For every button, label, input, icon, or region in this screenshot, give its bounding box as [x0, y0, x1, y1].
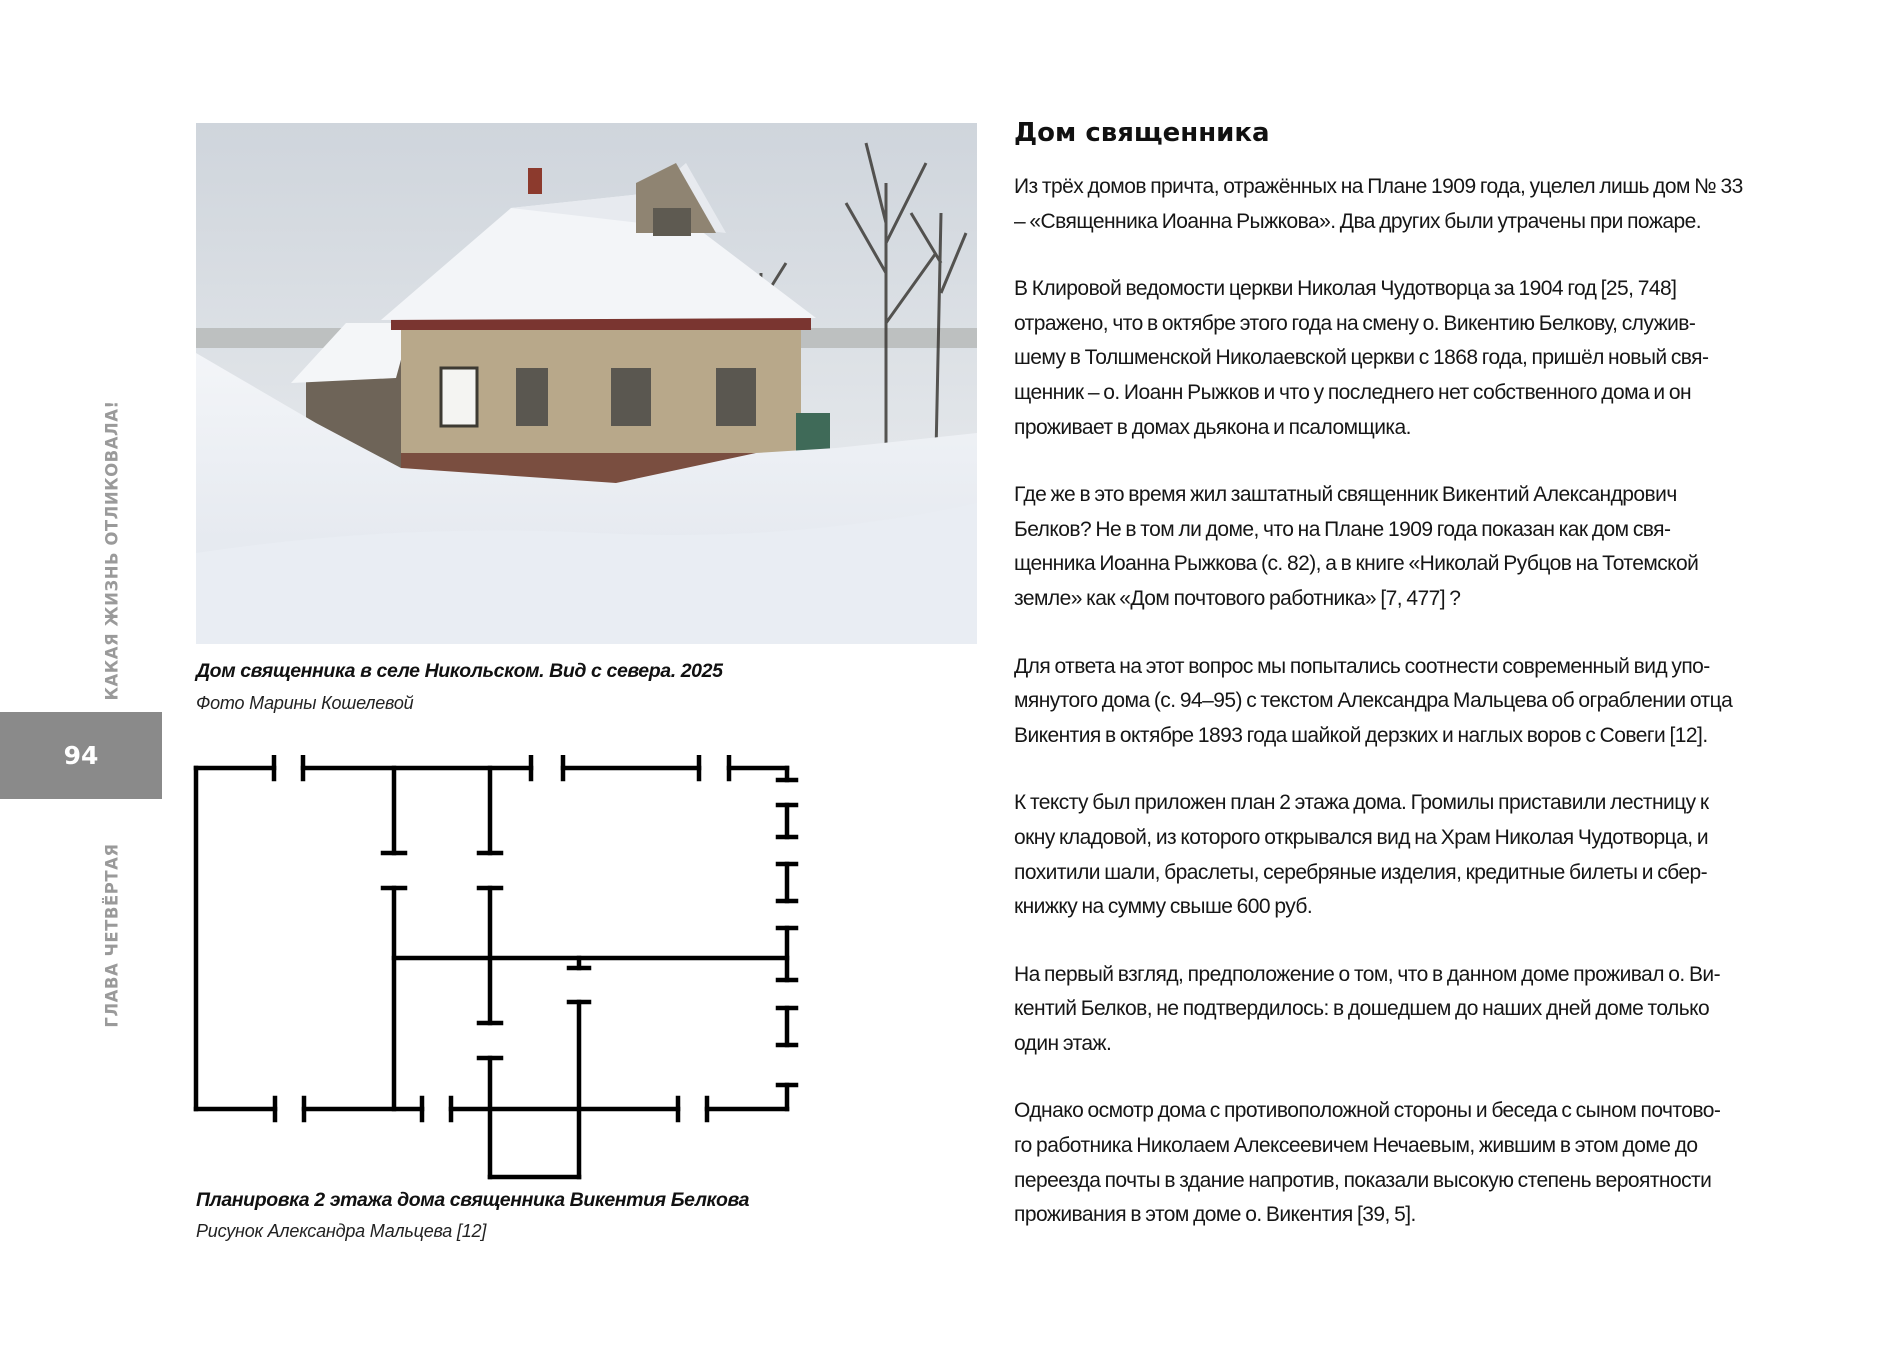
text-line: отражено, что в октябре этого года на смену о. Викентию Белкову, служив-	[1014, 311, 1696, 335]
running-head-container	[92, 400, 132, 700]
article-heading: Дом священника	[1014, 118, 1270, 148]
text-line: К тексту был приложен план 2 этажа дома. Громилы приставили лестницу к	[1014, 791, 1709, 815]
running-head: КАКАЯ ЖИЗНЬ ОТЛИКОВАЛА!	[102, 400, 122, 700]
text-line: го работника Николаем Алексеевичем Нечаевым, жившим в этом доме до	[1014, 1134, 1698, 1158]
text-line: проживания в этом доме о. Викентия [39, 5].	[1014, 1203, 1416, 1227]
paragraph-1	[1014, 170, 1804, 239]
text-line: Однако осмотр дома с противоположной стороны и беседа с сыном почтово-	[1014, 1099, 1721, 1123]
house-photo	[196, 123, 977, 644]
house-photo-illustration	[196, 123, 977, 644]
text-line: проживает в домах дьякона и псаломщика.	[1014, 415, 1411, 439]
text-line: В Клировой ведомости церкви Николая Чудотворца за 1904 год [25, 748]	[1014, 277, 1677, 301]
floor-plan	[190, 755, 800, 1185]
text-line: Где же в это время жил заштатный священник Викентий Александрович	[1014, 483, 1677, 507]
paragraph-2	[1014, 272, 1804, 445]
floor-plan-drawing	[190, 755, 800, 1185]
text-line: Белков? Не в том ли доме, что на Плане 1909 года показан как дом свя-	[1014, 517, 1671, 541]
plan-caption-credit: Рисунок Александра Мальцева [12]	[196, 1221, 487, 1241]
text-line: Из трёх домов причта, отражённых на Плане 1909 года, уцелел лишь дом № 33	[1014, 175, 1743, 198]
text-line: Викентия в октябре 1893 года шайкой дерзких и наглых воров с Совеги [12].	[1014, 723, 1708, 747]
photo-caption-credit: Фото Марины Кошелевой	[196, 693, 414, 713]
text-line: мянутого дома (с. 94–95) с текстом Александра Мальцева об ограблении отца	[1014, 689, 1733, 713]
text-line: Для ответа на этот вопрос мы попытались соотнести современный вид упо-	[1014, 654, 1710, 678]
text-line: щенника Иоанна Рыжкова (с. 82), а в книге «Николай Рубцов на Тотемской	[1014, 552, 1699, 576]
article	[1014, 118, 1804, 1266]
text-line: книжку на сумму свыше 600 руб.	[1014, 895, 1313, 919]
paragraph-4	[1014, 650, 1804, 754]
text-line: похитили шали, браслеты, серебряные изделия, кредитные билеты и сбер-	[1014, 860, 1708, 884]
chapter-label: ГЛАВА ЧЕТВЁРТАЯ	[102, 842, 122, 1028]
text-line: щенник – о. Иоанн Рыжков и что у последнего нет собственного дома и он	[1014, 380, 1692, 404]
text-line: – «Священника Иоанна Рыжкова». Два других были утрачены при пожаре.	[1014, 209, 1701, 233]
text-line: переезда почты в здание напротив, показали высокую степень вероятности	[1014, 1168, 1712, 1192]
paragraph-3	[1014, 478, 1804, 616]
paragraph-7	[1014, 1094, 1804, 1232]
plan-caption-title: Планировка 2 этажа дома священника Викентия Белкова	[196, 1189, 750, 1211]
photo-caption-title: Дом священника в селе Никольском. Вид с севера. 2025	[196, 660, 723, 682]
chapter-label-container	[92, 815, 132, 1055]
text-line: кентий Белков, не подтвердилось: в дошедшем до наших дней доме только	[1014, 997, 1710, 1021]
paragraph-6	[1014, 958, 1804, 1062]
page-number-tab	[0, 712, 162, 799]
text-line: На первый взгляд, предположение о том, что в данном доме проживал о. Ви-	[1014, 962, 1721, 986]
text-line: один этаж.	[1014, 1031, 1112, 1055]
paragraph-5	[1014, 786, 1804, 924]
text-line: земле» как «Дом почтового работника» [7, 477] ?	[1014, 586, 1461, 610]
text-line: шему в Толшменской Николаевской церкви с 1868 года, пришёл новый свя-	[1014, 346, 1709, 370]
text-line: окну кладовой, из которого открывался вид на Храм Николая Чудотворца, и	[1014, 825, 1709, 849]
page-number: 94	[63, 741, 99, 770]
